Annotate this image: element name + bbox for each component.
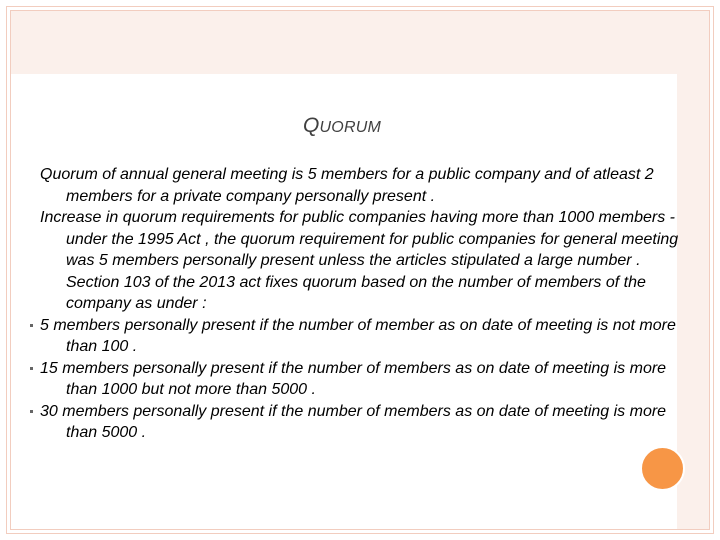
slide-body <box>40 164 690 444</box>
body-paragraph-1: Quorum of annual general meeting is 5 members for a public company and of atleast 2 members for a private company personally present . <box>40 166 654 205</box>
bullet-item-2: 15 members personally present if the number of members as on date of meeting is more than 1000 but not more than 5000 . <box>40 358 690 401</box>
body-paragraph-2: Increase in quorum requirements for public companies having more than 1000 members - under the 1995 Act , the quorum requirement for public companies for general meeting was 5 members personally present unless the articles stipulated a large number . Section 103 of the 2013 act fixes quorum based on the number of members of the company as under : <box>40 209 679 312</box>
slide-top-band <box>11 11 709 74</box>
slide-title <box>303 114 381 138</box>
bullet-item-1: 5 members personally present if the number of member as on date of meeting is not more than 100 . <box>40 315 690 358</box>
slide-title-initial: Q <box>303 114 320 137</box>
bullet-item-3: 30 members personally present if the number of members as on date of meeting is more than 5000 . <box>40 401 690 444</box>
slide-title-rest: UORUM <box>319 119 381 136</box>
accent-circle <box>640 446 685 491</box>
